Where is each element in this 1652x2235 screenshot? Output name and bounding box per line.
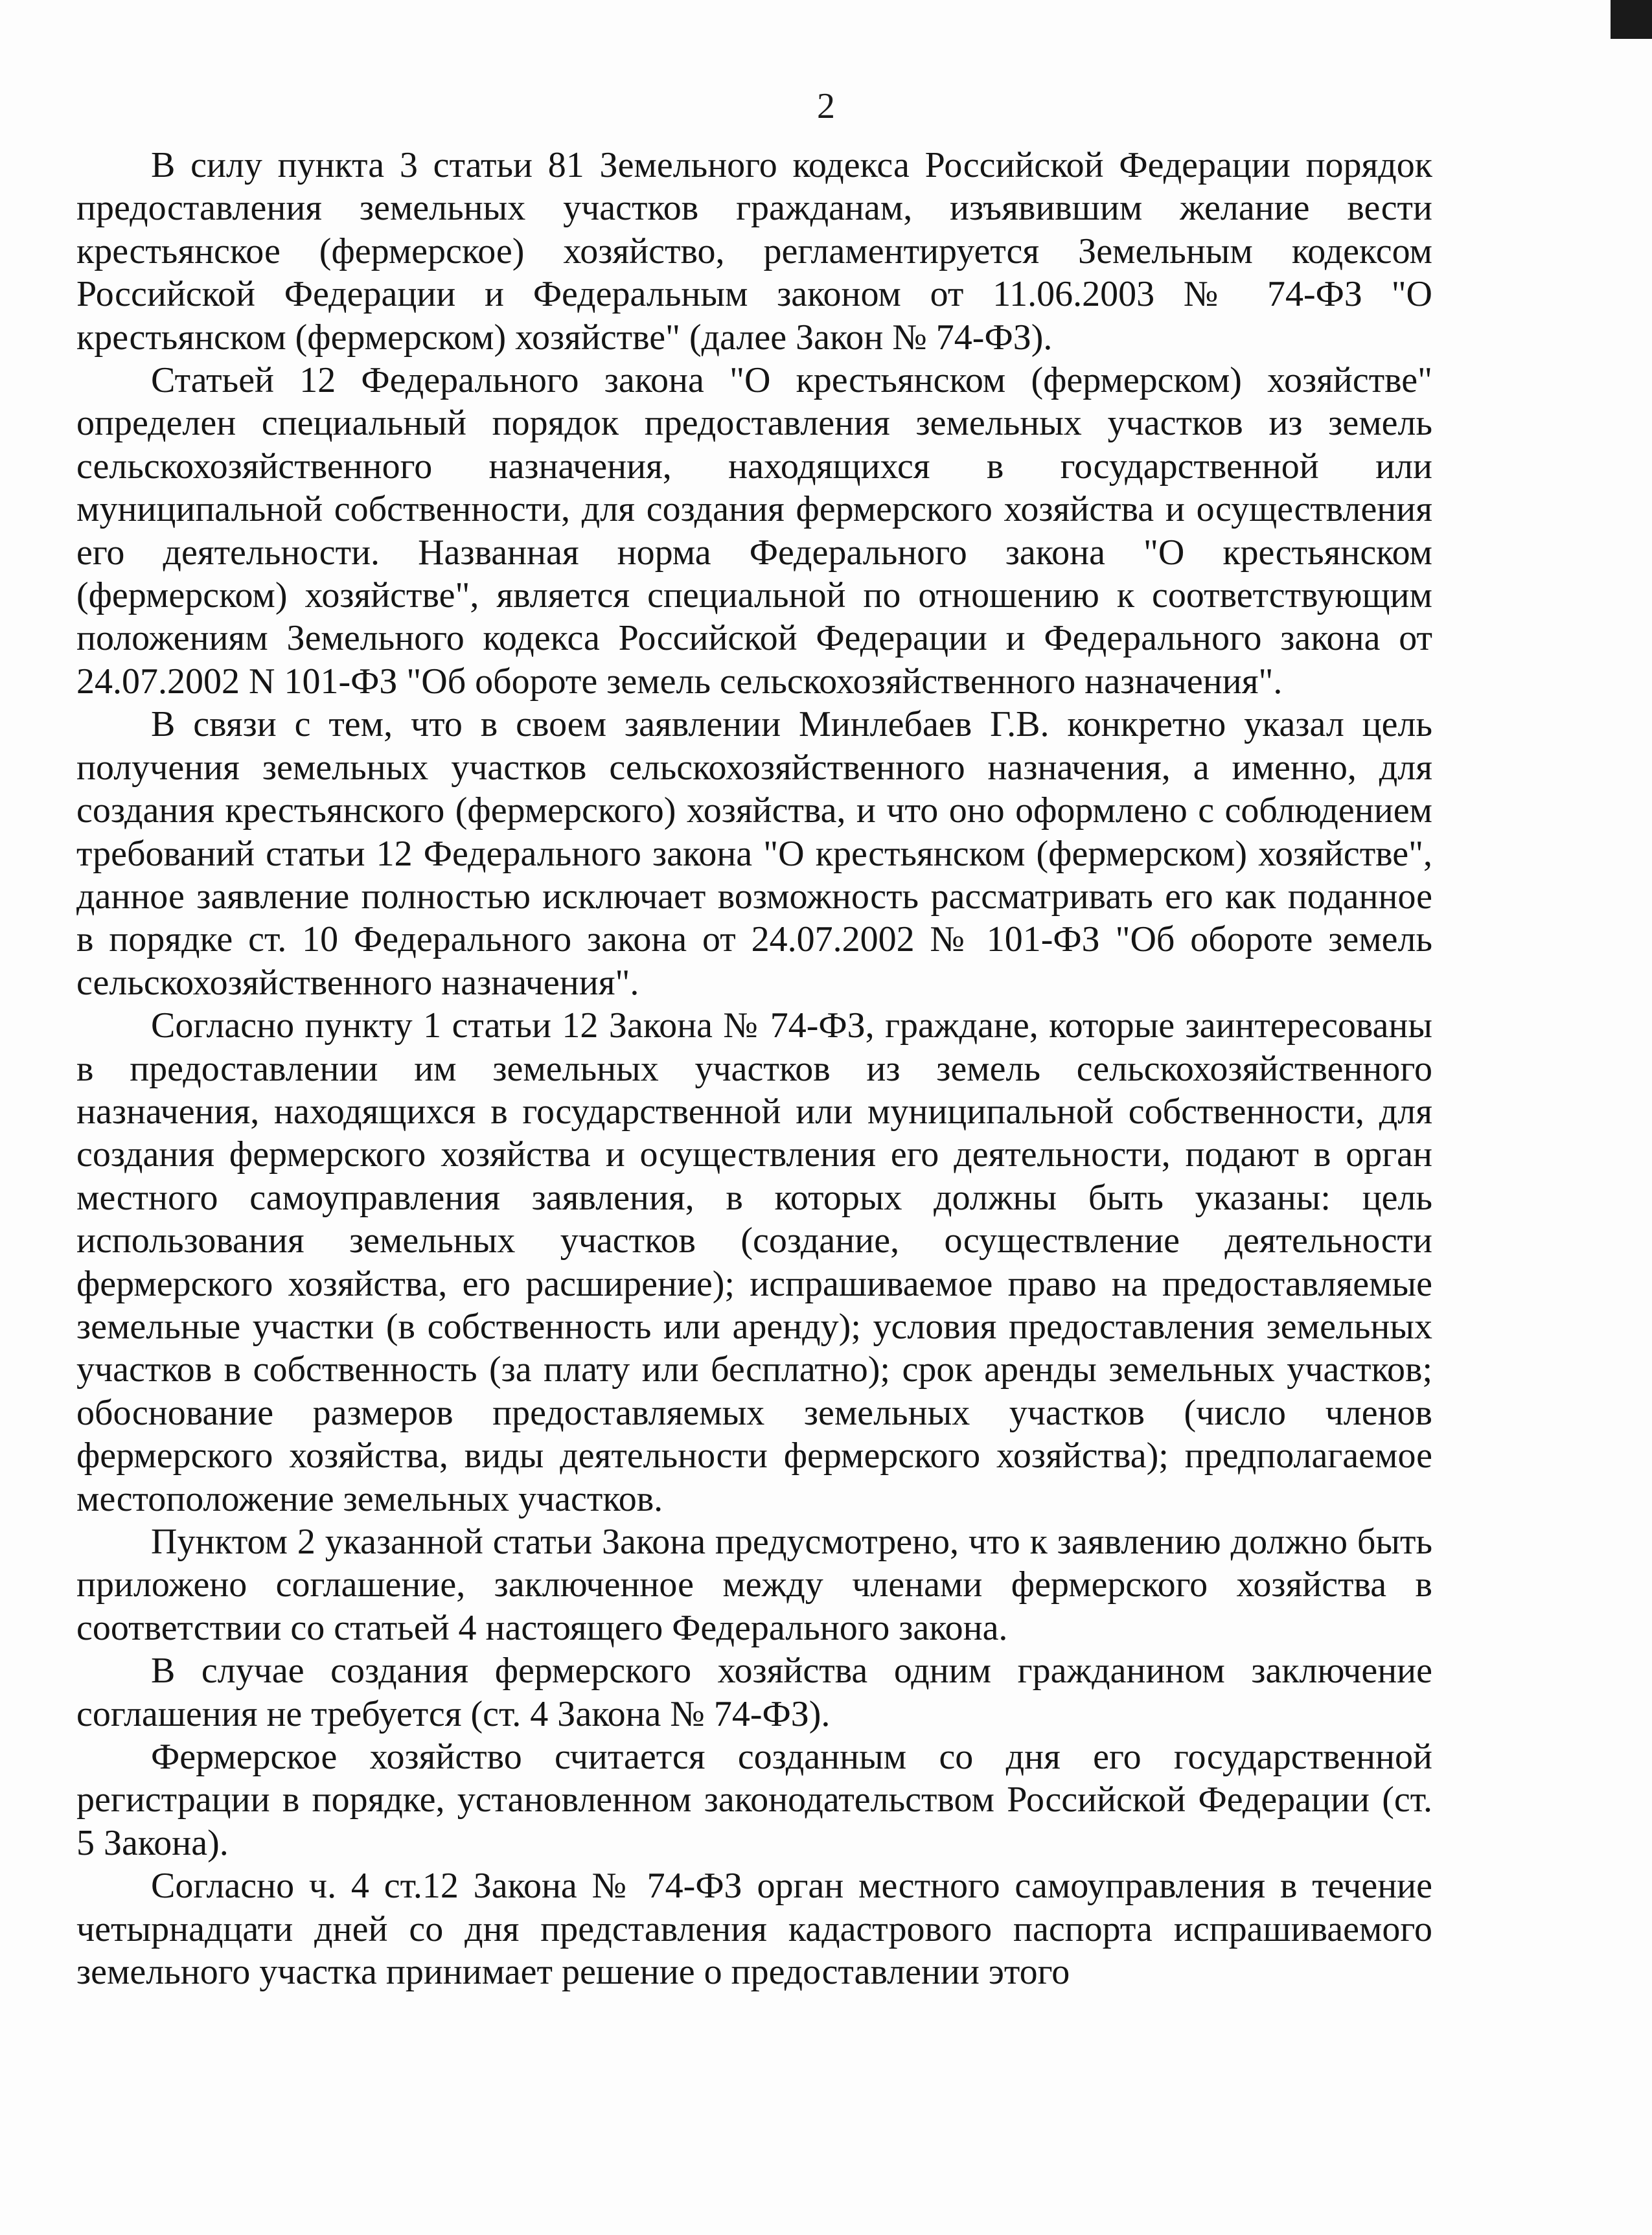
- paragraph: В случае создания фермерского хозяйства одним гражданином заключение соглашения не требуется (ст. 4 Закона № 74-ФЗ).: [76, 1651, 1432, 1734]
- scan-edge-mark: [1611, 0, 1652, 39]
- paragraph: В связи с тем, что в своем заявлении Минлебаев Г.В. конкретно указал цель получения земельных участков сельскохозяйственного назначения, а именно, для создания крестьянского (фермерского) хозяйства, и что оно оформлено с соблюдением требований статьи 12 Федерального закона "О крестьянском (фермерском) хозяйстве", данное заявление полностью исключает возможность рассматривать его как поданное в порядке ст. 10 Федерального закона от 24.07.2002 № 101-ФЗ "Об обороте земель сельскохозяйственного назначения".: [76, 704, 1432, 1003]
- page-number: 2: [817, 86, 835, 126]
- paragraph: Пунктом 2 указанной статьи Закона предусмотрено, что к заявлению должно быть приложено соглашение, заключенное между членами фермерского хозяйства в соответствии со статьей 4 настоящего Федерального закона.: [76, 1522, 1432, 1648]
- document-body: [76, 144, 1432, 1993]
- paragraph: Фермерское хозяйство считается созданным со дня его государственной регистрации в порядке, установленном законодательством Российской Федерации (ст. 5 Закона).: [76, 1737, 1432, 1863]
- paragraph: Статьей 12 Федерального закона "О крестьянском (фермерском) хозяйстве" определен специальный порядок предоставления земельных участков из земель сельскохозяйственного назначения, находящихся в государственной или муниципальной собственности, для создания фермерского хозяйства и осуществления его деятельности. Названная норма Федерального закона "О крестьянском (фермерском) хозяйстве", является специальной по отношению к соответствующим положениям Земельного кодекса Российской Федерации и Федерального закона от 24.07.2002 N 101-ФЗ "Об обороте земель сельскохозяйственного назначения".: [76, 360, 1432, 702]
- paragraph: Согласно ч. 4 ст.12 Закона № 74-ФЗ орган местного самоуправления в течение четырнадцати дней со дня представления кадастрового паспорта испрашиваемого земельного участка принимает решение о предоставлении этого: [76, 1866, 1432, 1993]
- paragraph: В силу пункта 3 статьи 81 Земельного кодекса Российской Федерации порядок предоставления земельных участков гражданам, изъявившим желание вести крестьянское (фермерское) хозяйство, регламентируется Земельным кодексом Российской Федерации и Федеральным законом от 11.06.2003 № 74-ФЗ "О крестьянском (фермерском) хозяйстве" (далее Закон № 74-ФЗ).: [76, 145, 1432, 358]
- paragraph: Согласно пункту 1 статьи 12 Закона № 74-ФЗ, граждане, которые заинтересованы в предоставлении им земельных участков из земель сельскохозяйственного назначения, находящихся в государственной или муниципальной собственности, для создания фермерского хозяйства и осуществления его деятельности, подают в орган местного самоуправления заявления, в которых должны быть указаны: цель использования земельных участков (создание, осуществление деятельности фермерского хозяйства, его расширение); испрашиваемое право на предоставляемые земельные участки (в собственность или аренду); условия предоставления земельных участков в собственность (за плату или бесплатно); срок аренды земельных участков; обоснование размеров предоставляемых земельных участков (число членов фермерского хозяйства, виды деятельности фермерского хозяйства); предполагаемое местоположение земельных участков.: [76, 1005, 1432, 1519]
